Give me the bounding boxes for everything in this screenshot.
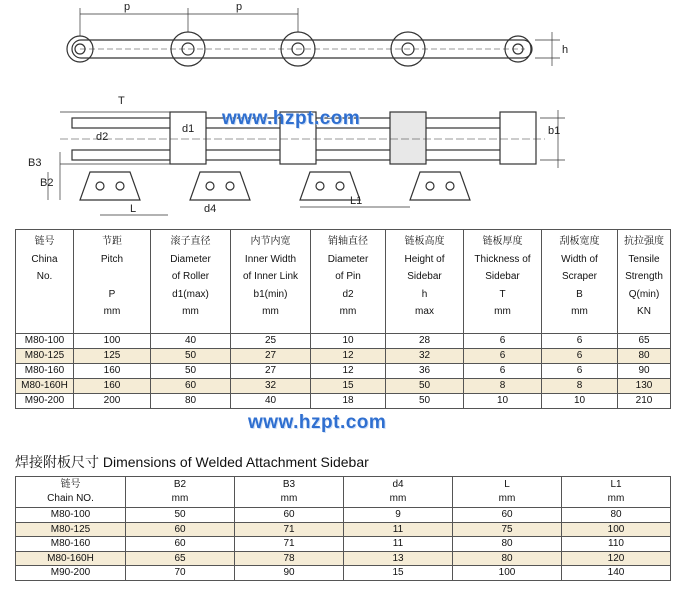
table-cell: 60	[126, 522, 235, 537]
col-header-sidebar-height: 链板高度 Height of Sidebar h max	[386, 230, 464, 334]
table-cell: M80-160	[16, 364, 74, 379]
col-header-B2: B2 mm	[126, 477, 235, 508]
table-cell: 125	[74, 349, 151, 364]
table-cell: 40	[151, 334, 231, 349]
table-cell: 60	[126, 537, 235, 552]
table-cell: 10	[311, 334, 386, 349]
table-row	[16, 551, 671, 566]
table-cell: 15	[311, 379, 386, 394]
label-b1: b1	[548, 125, 561, 137]
table-cell: 50	[126, 508, 235, 523]
chain-spec-table	[15, 229, 671, 409]
table-cell: 32	[231, 379, 311, 394]
table-cell: 12	[311, 364, 386, 379]
table-cell: 70	[126, 566, 235, 581]
table-cell: 50	[386, 394, 464, 409]
table-cell: M80-100	[16, 334, 74, 349]
table-cell: M90-200	[16, 394, 74, 409]
table-row	[16, 508, 671, 523]
table-cell: 12	[311, 349, 386, 364]
table-cell: M80-160	[16, 537, 126, 552]
table-cell: 32	[386, 349, 464, 364]
col-header-L1: L1 mm	[562, 477, 671, 508]
table-cell: 80	[618, 349, 671, 364]
table-cell: 210	[618, 394, 671, 409]
table-header-row	[16, 230, 671, 334]
table-cell: 110	[562, 537, 671, 552]
table-cell: 80	[453, 551, 562, 566]
table-cell: 71	[235, 522, 344, 537]
table-row	[16, 379, 671, 394]
table-cell: 8	[542, 379, 618, 394]
table-cell: 40	[231, 394, 311, 409]
table-cell: 75	[453, 522, 562, 537]
table-cell: 6	[464, 364, 542, 379]
table-cell: 71	[235, 537, 344, 552]
watermark-middle: www.hzpt.com	[248, 412, 387, 433]
label-d1: d1	[182, 123, 195, 135]
table-cell: 6	[542, 349, 618, 364]
table-cell: 80	[453, 537, 562, 552]
table-cell: 130	[618, 379, 671, 394]
table-cell: 13	[344, 551, 453, 566]
col-header-scraper-width: 刮板宽度 Width of Scraper B mm	[542, 230, 618, 334]
table-cell: 200	[74, 394, 151, 409]
col-header-B3: B3 mm	[235, 477, 344, 508]
label-p-2: p	[236, 1, 243, 13]
label-B2: B2	[40, 177, 54, 189]
col-header-L: L mm	[453, 477, 562, 508]
table-cell: 6	[542, 364, 618, 379]
table-cell: 100	[562, 522, 671, 537]
table-cell: 36	[386, 364, 464, 379]
table-cell: 50	[151, 364, 231, 379]
col-header-d4: d4 mm	[344, 477, 453, 508]
table-cell: 27	[231, 349, 311, 364]
table-row	[16, 364, 671, 379]
table-cell: 60	[151, 379, 231, 394]
table-cell: 18	[311, 394, 386, 409]
table-cell: 6	[464, 349, 542, 364]
table-row	[16, 566, 671, 581]
table-cell: M90-200	[16, 566, 126, 581]
col-header-roller-diameter: 滚子直径 Diameter of Roller d1(max) mm	[151, 230, 231, 334]
table-cell: 160	[74, 364, 151, 379]
watermark-top: www.hzpt.com	[222, 108, 361, 129]
table-cell: M80-125	[16, 522, 126, 537]
table-row	[16, 522, 671, 537]
table-cell: 10	[464, 394, 542, 409]
section-title: 焊接附板尺寸 Dimensions of Welded Attachment Sidebar	[15, 454, 369, 470]
label-L: L	[130, 203, 137, 215]
table-cell: 10	[542, 394, 618, 409]
table-cell: 80	[151, 394, 231, 409]
table-cell: 50	[151, 349, 231, 364]
table-cell: 28	[386, 334, 464, 349]
table-cell: 15	[344, 566, 453, 581]
table-cell: 9	[344, 508, 453, 523]
table-cell: 140	[562, 566, 671, 581]
label-h: h	[562, 44, 569, 56]
table-cell: 120	[562, 551, 671, 566]
table-cell: 65	[618, 334, 671, 349]
table-header-row	[16, 477, 671, 508]
col-header-pin-diameter: 销轴直径 Diameter of Pin d2 mm	[311, 230, 386, 334]
table-cell: 80	[562, 508, 671, 523]
col-header-pitch: 节距 Pitch P mm	[74, 230, 151, 334]
table-cell: 11	[344, 537, 453, 552]
label-T: T	[118, 95, 125, 107]
col-header-sidebar-thickness: 链板厚度 Thickness of Sidebar T mm	[464, 230, 542, 334]
table-cell: 160	[74, 379, 151, 394]
label-p-1: p	[124, 1, 131, 13]
table-row	[16, 537, 671, 552]
table-cell: 6	[464, 334, 542, 349]
label-B3: B3	[28, 157, 42, 169]
table-cell: 100	[453, 566, 562, 581]
table-row	[16, 394, 671, 409]
table-row	[16, 334, 671, 349]
top-view	[67, 8, 560, 66]
table-row	[16, 349, 671, 364]
table-cell: 8	[464, 379, 542, 394]
table-cell: M80-100	[16, 508, 126, 523]
table-cell: 90	[618, 364, 671, 379]
col-header-chain-no: 链号 China No.	[16, 230, 74, 334]
table-cell: 60	[453, 508, 562, 523]
table-cell: 27	[231, 364, 311, 379]
table-cell: 25	[231, 334, 311, 349]
table-cell: 100	[74, 334, 151, 349]
label-d4: d4	[204, 203, 217, 215]
table-cell: 90	[235, 566, 344, 581]
col-header-inner-width: 内节内宽 Inner Width of Inner Link b1(min) mm	[231, 230, 311, 334]
label-L1: L1	[350, 195, 363, 207]
col-header-tensile-strength: 抗拉强度 Tensile Strength Q(min) KN	[618, 230, 671, 334]
table-cell: 50	[386, 379, 464, 394]
table-cell: M80-160H	[16, 379, 74, 394]
col-header-chain-no: 链号 Chain NO.	[16, 477, 126, 508]
table-cell: 6	[542, 334, 618, 349]
label-d2: d2	[96, 131, 109, 143]
attachment-sidebar-table	[15, 476, 671, 581]
table-cell: 65	[126, 551, 235, 566]
table-cell: 78	[235, 551, 344, 566]
table-cell: M80-160H	[16, 551, 126, 566]
table-cell: M80-125	[16, 349, 74, 364]
table-cell: 11	[344, 522, 453, 537]
table-cell: 60	[235, 508, 344, 523]
